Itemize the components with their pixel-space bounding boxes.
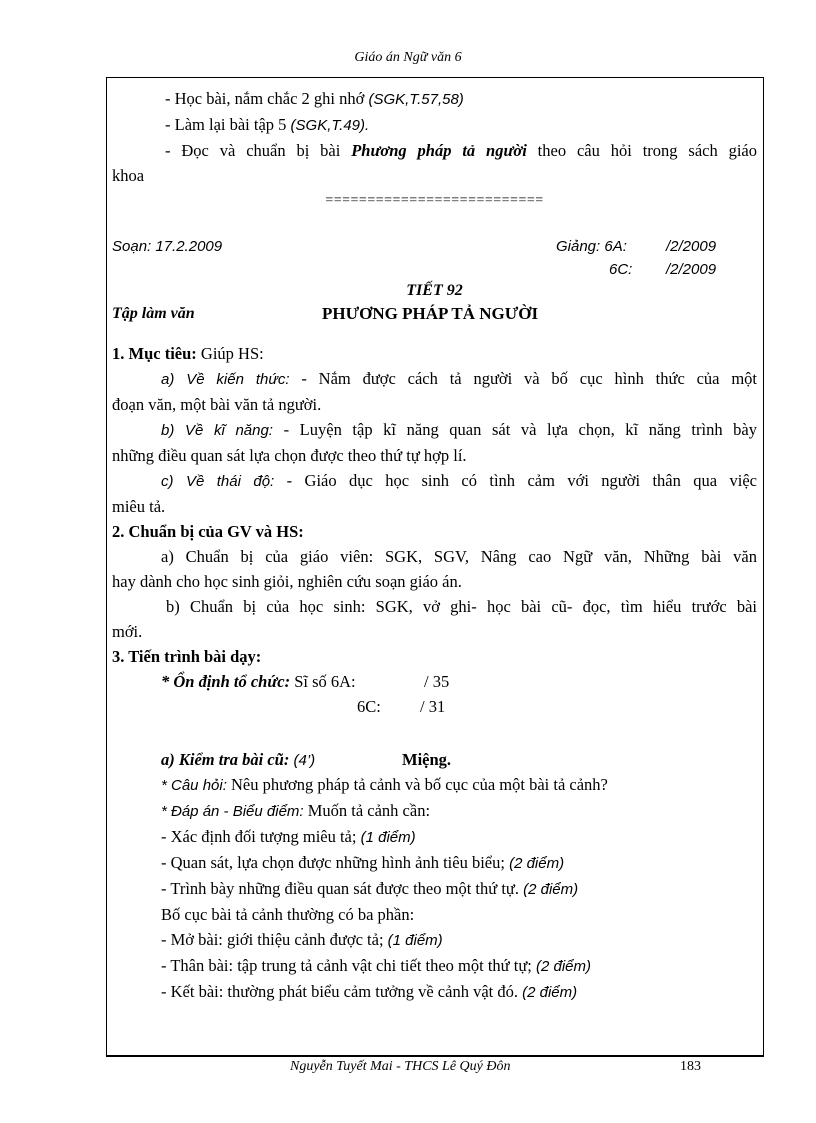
objective-a-cont: đoạn văn, một bài văn tả người. — [112, 395, 322, 414]
homework-line-3 — [112, 138, 757, 163]
answer-item-score: (2 điểm) — [536, 958, 592, 975]
answer-item-text: - Kết bài: thường phát biểu cảm tưởng về cảnh vật đó. — [161, 982, 523, 1001]
answer-item-score: (2 điểm) — [509, 855, 565, 872]
class-size-row-2 — [112, 694, 757, 719]
objective-a-text: - Nắm được cách tả người và bố cục hình thức của một — [289, 369, 757, 388]
objective-b-text: - Luyện tập kĩ năng quan sát và lựa chọn, kĩ năng trình bày — [272, 420, 757, 439]
section-3-heading: 3. Tiến trình bài dạy: — [112, 647, 262, 666]
answer-item-5 — [112, 953, 757, 979]
answer-item-text: - Trình bày những điều quan sát được theo một thứ tự. — [161, 879, 524, 898]
giang-6a-date: /2/2009 — [666, 238, 717, 255]
homework-text: - Đọc và chuẩn bị bài — [165, 141, 352, 160]
objective-c-text: - Giáo dục học sinh có tình cảm với người thân qua việc — [274, 471, 757, 490]
layout-intro: Bố cục bài tả cảnh thường có ba phần: — [161, 905, 415, 924]
lesson-title-row — [112, 301, 757, 325]
review-question-row — [112, 772, 757, 798]
question-text: Nêu phương pháp tả cảnh và bố cục của một bài tả cảnh? — [226, 775, 608, 794]
homework-ref: (SGK,T.49). — [290, 117, 370, 134]
siso-6a-value: / 35 — [424, 672, 450, 691]
lesson-title: PHƯƠNG PHÁP TẢ NGƯỜI — [322, 304, 539, 323]
homework-line-2 — [112, 112, 757, 138]
review-label: a) Kiểm tra bài cũ: — [161, 750, 290, 769]
class-size-label-row — [161, 669, 356, 694]
separator-line: ========================== — [325, 193, 544, 208]
page-footer — [0, 1059, 816, 1079]
answer-item-score: (2 điểm) — [522, 984, 578, 1001]
answer-item-score: (2 điểm) — [523, 881, 579, 898]
review-heading-row — [112, 747, 757, 772]
siso-6c-label: 6C: — [357, 697, 381, 716]
section-1-heading: 1. Mục tiêu: — [112, 344, 197, 363]
answer-item-text: - Thân bài: tập trung tả cảnh vật chi tiết theo một thứ tự; — [161, 956, 536, 975]
objective-b-cont: những điều quan sát lựa chọn được theo thứ tự hợp lí. — [112, 446, 467, 465]
objective-a-line — [112, 366, 757, 392]
siso-6c-value: / 31 — [420, 697, 446, 716]
review-mode: Miệng. — [402, 750, 452, 769]
lesson-category: Tập làm văn — [112, 305, 195, 322]
answer-item-3 — [112, 876, 757, 902]
section-1-intro: Giúp HS: — [196, 344, 264, 363]
answer-item-text: - Quan sát, lựa chọn được những hình ảnh tiêu biểu; — [161, 853, 510, 872]
homework-lesson-title: Phương pháp tả người — [351, 141, 527, 160]
section-1-heading-row — [112, 341, 757, 366]
objective-b-label: b) Về kĩ năng: — [161, 422, 273, 439]
ondinh-label: * Ổn định tổ chức: — [161, 672, 291, 691]
answer-item-2 — [112, 850, 757, 876]
answer-label: * Đáp án - Biểu điểm: — [161, 803, 304, 820]
answer-item-text: - Xác định đối tượng miêu tả; — [161, 827, 361, 846]
giang-label: Giảng: 6A: — [556, 238, 627, 255]
answer-item-6 — [112, 979, 757, 1005]
answer-text: Muốn tả cảnh cần: — [303, 801, 431, 820]
prep-teacher-cont: hay dành cho học sinh giỏi, nghiên cứu soạn giáo án. — [112, 572, 462, 591]
page-header: Giáo án Ngữ văn 6 — [354, 50, 462, 65]
section-2-heading: 2. Chuẩn bị của GV và HS: — [112, 522, 304, 541]
answer-item-4 — [112, 927, 757, 953]
homework-ref: (SGK,T.57,58) — [368, 91, 464, 108]
review-time: (4’) — [289, 752, 316, 769]
objective-c-label: c) Về thái độ: — [161, 473, 275, 490]
date-row-1 — [112, 234, 757, 257]
objective-c-line — [112, 468, 757, 494]
siso-label: Sĩ số 6A: — [290, 672, 356, 691]
homework-line-1 — [112, 86, 757, 112]
homework-line-4: khoa — [112, 166, 145, 185]
homework-text: - Học bài, nắm chắc 2 ghi nhớ — [165, 89, 369, 108]
review-answer-row — [112, 798, 757, 824]
footer-author: Nguyễn Tuyết Mai - THCS Lê Quý Đôn — [290, 1059, 511, 1074]
giang-6c-date: /2/2009 — [666, 261, 717, 278]
class-6c-label: 6C: — [609, 261, 633, 278]
prep-teacher-line: a) Chuẩn bị của giáo viên: SGK, SGV, Nâng cao Ngữ văn, Những bài văn — [161, 547, 757, 566]
answer-item-1 — [112, 824, 757, 850]
homework-text: - Làm lại bài tập 5 — [165, 115, 291, 134]
document-body — [112, 86, 757, 1005]
homework-text: theo câu hỏi trong sách giáo — [526, 141, 758, 160]
question-label: * Câu hỏi: — [161, 777, 227, 794]
answer-item-text: - Mở bài: giới thiệu cảnh được tả; — [161, 930, 388, 949]
objective-c-cont: miêu tả. — [112, 497, 166, 516]
lesson-number: TIẾT 92 — [406, 282, 463, 299]
prep-student-cont: mới. — [112, 622, 143, 641]
date-row-2 — [112, 257, 757, 280]
answer-item-score: (1 điểm) — [360, 829, 416, 846]
objective-a-label: a) Về kiến thức: — [161, 371, 290, 388]
answer-item-score: (1 điểm) — [387, 932, 443, 949]
class-size-row-1 — [112, 669, 757, 694]
objective-b-line — [112, 417, 757, 443]
review-label-group — [161, 747, 315, 773]
page-number: 183 — [680, 1059, 701, 1074]
soan-date: Soạn: 17.2.2009 — [112, 238, 223, 255]
prep-student-line: b) Chuẩn bị của học sinh: SGK, vở ghi- học bài cũ- đọc, tìm hiểu trước bài — [166, 597, 757, 616]
